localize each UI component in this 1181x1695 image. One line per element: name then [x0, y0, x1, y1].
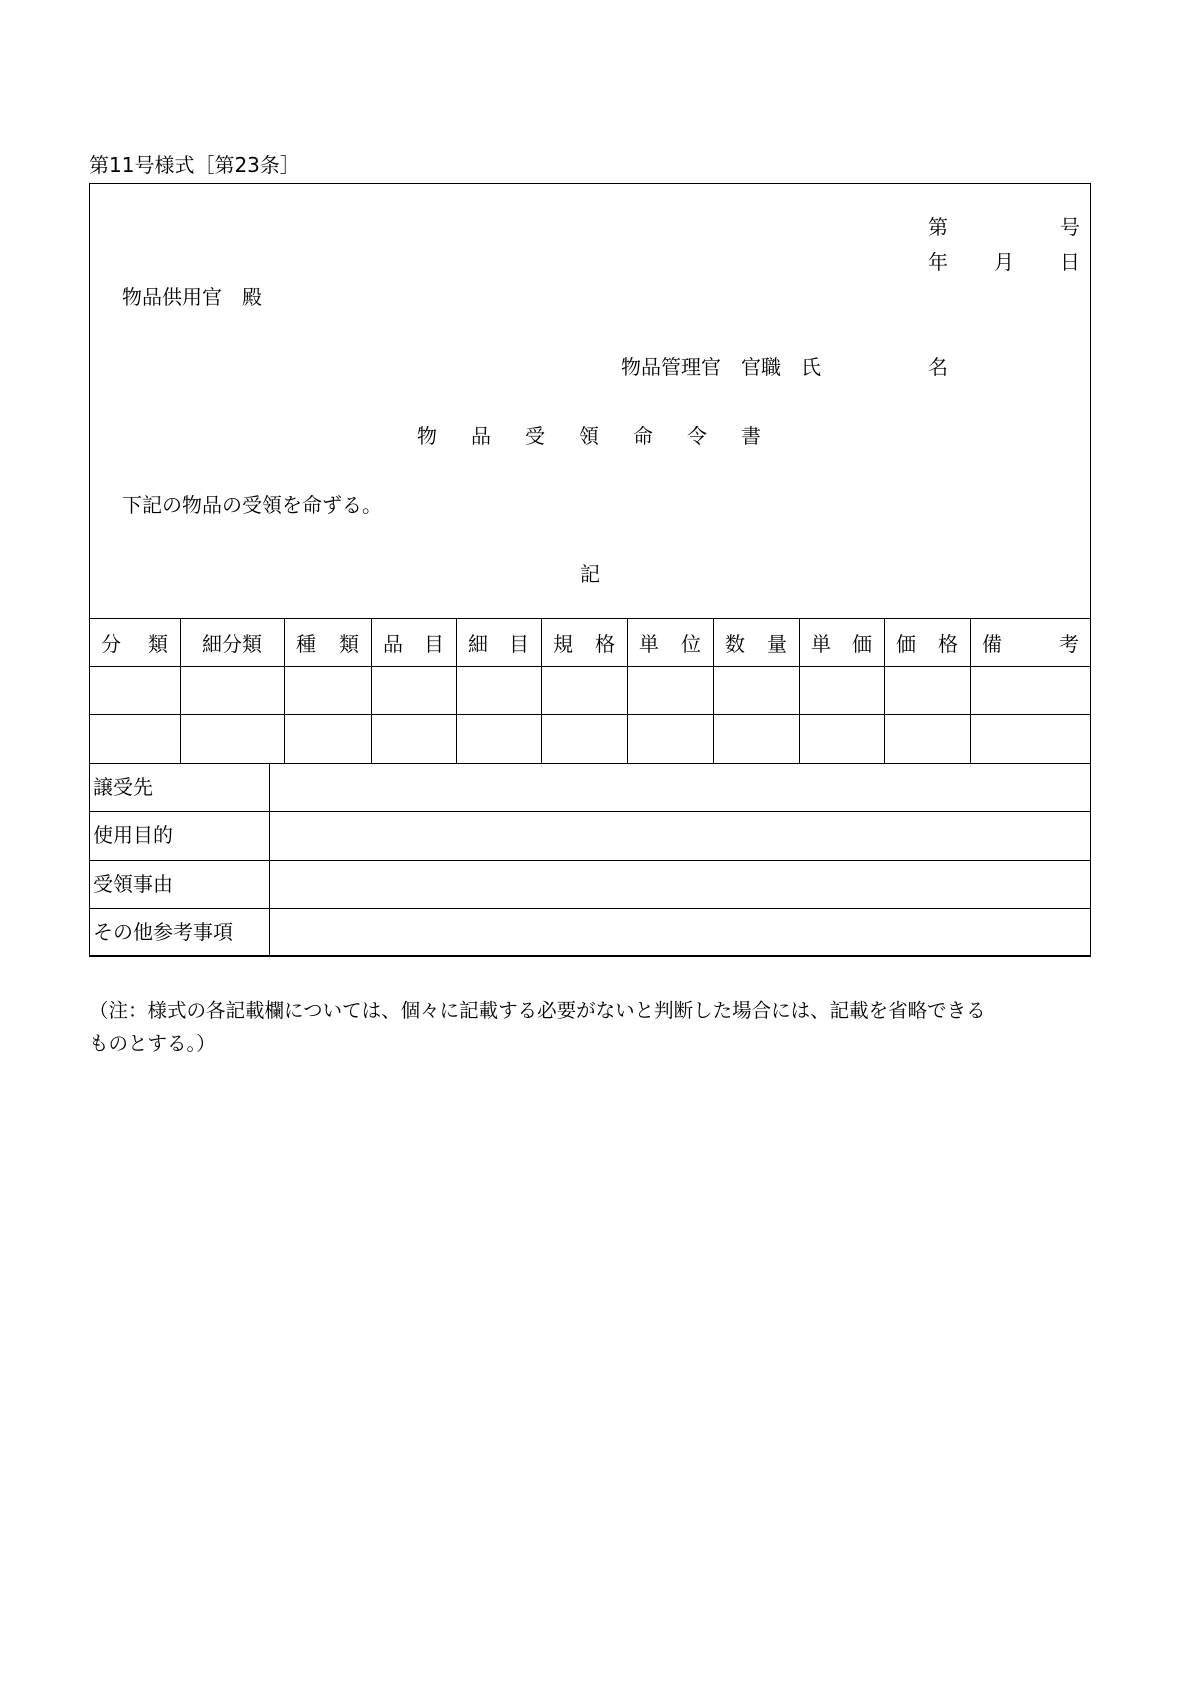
column-header-text: 単 [639, 631, 659, 656]
body-text: 下記の物品の受領を命ずる。 [122, 493, 382, 517]
column-header [284, 618, 371, 666]
table-cell[interactable] [713, 714, 799, 762]
table-cell[interactable] [89, 666, 180, 714]
field-label: その他参考事項 [93, 920, 233, 944]
column-header-text: 細分類 [202, 631, 262, 656]
column-header [627, 618, 713, 666]
note-line-1: （注：様式の各記載欄については、個々に記載する必要がないと判断した場合には、記載を省略できる [89, 999, 986, 1022]
column-header [541, 618, 627, 666]
column-header-text: 価 [896, 631, 916, 656]
table-cell[interactable] [970, 714, 1091, 762]
issuer-name-label: 名 [928, 355, 948, 379]
document-title: 物品受領命令書 [417, 424, 795, 448]
column-header [799, 618, 884, 666]
table-cell[interactable] [799, 714, 884, 762]
field-value[interactable] [270, 763, 1090, 811]
table-cell[interactable] [713, 666, 799, 714]
table-cell[interactable] [371, 714, 456, 762]
table-cell[interactable] [284, 666, 371, 714]
table-cell[interactable] [284, 714, 371, 762]
issuer: 物品管理官 官職 氏 [621, 355, 821, 379]
number-prefix: 第 [928, 215, 948, 239]
table-cell[interactable] [456, 666, 541, 714]
number-suffix: 号 [1060, 215, 1080, 239]
column-header-text: 規 [553, 631, 573, 656]
field-label: 使用目的 [93, 823, 173, 847]
field-value[interactable] [270, 811, 1090, 859]
column-header-text: 格 [595, 631, 615, 656]
table-cell[interactable] [456, 714, 541, 762]
column-header-text: 格 [938, 631, 958, 656]
column-header-text: 目 [509, 631, 529, 656]
note-line-2: ものとする。） [89, 1032, 216, 1055]
form-label: 第11号様式［第23条］ [89, 153, 300, 177]
column-header-text: 単 [811, 631, 831, 656]
field-value[interactable] [270, 860, 1090, 908]
ki-label: 記 [580, 562, 600, 586]
addressee: 物品供用官 殿 [122, 285, 262, 309]
month-label: 月 [994, 250, 1014, 274]
column-header-text: 位 [681, 631, 701, 656]
column-header [970, 618, 1091, 666]
column-header-text: 類 [339, 631, 359, 656]
column-header-text: 目 [424, 631, 444, 656]
column-header-text: 数 [725, 631, 745, 656]
column-header [89, 618, 180, 666]
column-header-text: 価 [852, 631, 872, 656]
day-label: 日 [1060, 250, 1080, 274]
year-label: 年 [928, 250, 948, 274]
table-cell[interactable] [799, 666, 884, 714]
column-header-text: 品 [383, 631, 403, 656]
table-cell[interactable] [180, 714, 284, 762]
column-header [456, 618, 541, 666]
table-cell[interactable] [371, 666, 456, 714]
column-header-text: 細 [468, 631, 488, 656]
table-cell[interactable] [970, 666, 1091, 714]
field-value[interactable] [270, 908, 1090, 956]
column-header [371, 618, 456, 666]
field-label: 受領事由 [93, 872, 173, 896]
table-rule [89, 956, 1091, 957]
field-label: 譲受先 [93, 775, 153, 799]
column-header [884, 618, 970, 666]
table-cell[interactable] [627, 714, 713, 762]
column-header [180, 618, 284, 666]
column-header-text: 量 [767, 631, 787, 656]
table-cell[interactable] [89, 714, 180, 762]
column-header-text: 備 [982, 631, 1002, 656]
table-cell[interactable] [627, 666, 713, 714]
column-header-text: 考 [1059, 631, 1079, 656]
table-cell[interactable] [884, 666, 970, 714]
column-header-text: 類 [148, 631, 168, 656]
column-header [713, 618, 799, 666]
table-cell[interactable] [180, 666, 284, 714]
table-cell[interactable] [541, 666, 627, 714]
column-header-text: 種 [296, 631, 316, 656]
table-cell[interactable] [541, 714, 627, 762]
table-cell[interactable] [884, 714, 970, 762]
column-header-text: 分 [101, 631, 121, 656]
